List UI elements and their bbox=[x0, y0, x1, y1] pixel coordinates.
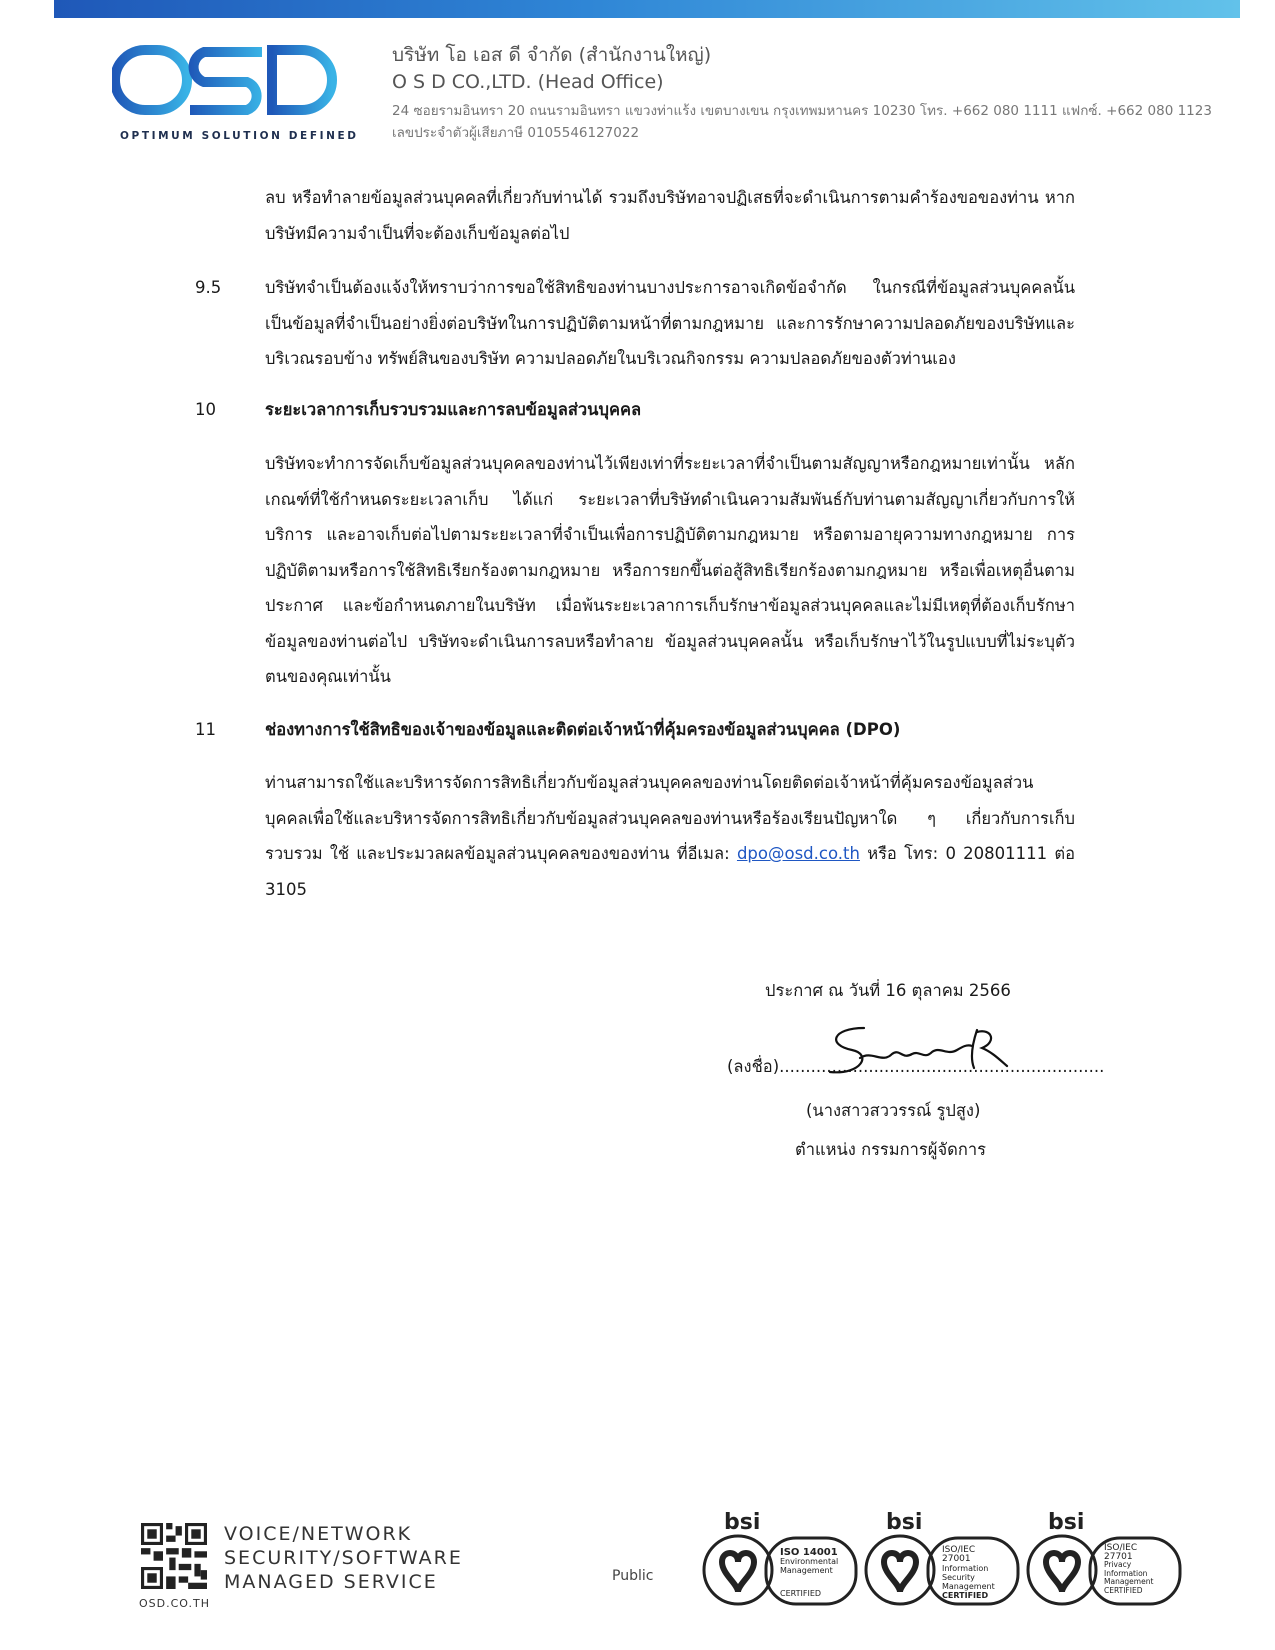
bsi-brand: bsi bbox=[724, 1510, 761, 1535]
footer-service-item: MANAGED SERVICE bbox=[224, 1571, 438, 1593]
paragraph-11 bbox=[265, 765, 1075, 907]
paragraph-intro: ลบ หรือทำลายข้อมูลส่วนบุคคลที่เกี่ยวกับท่านได้ รวมถึงบริษัทอาจปฏิเสธที่จะดำเนินการตามคำร้องขอของท่าน หากบริษัทมีความจำเป็นที่จะต้องเก็บข้อมูลต่อไป bbox=[265, 188, 1075, 243]
footer-services bbox=[224, 1522, 463, 1594]
footer-service-item: VOICE/NETWORK bbox=[224, 1523, 413, 1545]
section-heading-10: ระยะเวลาการเก็บรวบรวมและการลบข้อมูลส่วนบุคคล bbox=[265, 400, 642, 419]
cert-text: ISO 14001 Environmental Management CERTIFIED bbox=[780, 1547, 839, 1598]
handwritten-signature bbox=[812, 1020, 1012, 1082]
paragraph-10: บริษัทจะทำการจัดเก็บข้อมูลส่วนบุคคลของท่านไว้เพียงเท่าที่ระยะเวลาที่จำเป็นตามสัญญาหรือกฎหมายเท่านั้น หลักเกณฑ์ที่ใช้กำหนดระยะเวลาเก็บ ได้แก่ ระยะเวลาที่บริษัทดำเนินความสัมพันธ์กับท่านตามสัญญาเกี่ยวกับการให้บริการ และอาจเก็บต่อไปตามระยะเวลาที่จำเป็นเพื่อการปฏิบัติตามกฎหมาย หรือตามอายุความทางกฎหมาย การปฏิบัติตามหรือการใช้สิทธิเรียกร้องตามกฎหมาย หรือการยกขึ้นต่อสู้สิทธิเรียกร้องตามกฎหมาย หรือเพื่อเหตุอื่นตามประกาศ และข้อกำหนดภายในบริษัท เมื่อพ้นระยะเวลาการเก็บรักษาข้อมูลส่วนบุคคลและไม่มีเหตุที่ต้องเก็บรักษาข้อมูลของท่านต่อไป บริษัทจะดำเนินการลบหรือทำลาย ข้อมูลส่วนบุคคลนั้น หรือเก็บรักษาไว้ในรูปแบบที่ไม่ระบุตัวตนของคุณเท่านั้น bbox=[265, 454, 1075, 686]
section-number-9-5: 9.5 bbox=[195, 278, 222, 297]
signatory-name: (นางสาวสววรรณ์ รูปสูง) bbox=[806, 1101, 981, 1120]
footer-service-item: SECURITY/SOFTWARE bbox=[224, 1547, 463, 1569]
classification-label: Public bbox=[612, 1568, 654, 1584]
logo-tagline: OPTIMUM SOLUTION DEFINED bbox=[120, 130, 359, 142]
dpo-email-link[interactable]: dpo@osd.co.th bbox=[736, 844, 860, 863]
cert-badge-iso27001 bbox=[862, 1512, 1022, 1608]
company-tax-id: เลขประจำตัวผู้เสียภาษี 0105546127022 bbox=[392, 125, 640, 141]
bsi-brand: bsi bbox=[1048, 1510, 1085, 1535]
footer-website: OSD.CO.TH bbox=[139, 1597, 210, 1610]
company-info bbox=[392, 42, 1212, 144]
cert-badge-iso27701 bbox=[1024, 1512, 1184, 1608]
section-number-10: 10 bbox=[195, 400, 216, 419]
company-name-th: บริษัท โอ เอส ดี จำกัด (สำนักงานใหญ่) bbox=[392, 44, 712, 66]
cert-text: ISO/IEC 27001 Information Security Management CERTIFIED bbox=[942, 1545, 995, 1600]
announcement-date: ประกาศ ณ วันที่ 16 ตุลาคม 2566 bbox=[765, 981, 1011, 1000]
cert-badge-iso14001 bbox=[700, 1512, 860, 1608]
section-number-11: 11 bbox=[195, 720, 216, 739]
qr-code-icon bbox=[141, 1523, 207, 1589]
paragraph-9-5: บริษัทจำเป็นต้องแจ้งให้ทราบว่าการขอใช้สิทธิของท่านบางประการอาจเกิดข้อจำกัด ในกรณีที่ข้อมูลส่วนบุคคลนั้นเป็นข้อมูลที่จำเป็นอย่างยิ่งต่อบริษัทในการปฏิบัติตามหน้าที่ตามกฎหมาย และการรักษาความปลอดภัยของบริษัทและบริเวณรอบข้าง ทรัพย์สินของบริษัท ความปลอดภัยในบริเวณกิจกรรม ความปลอดภัยของตัวท่านเอง bbox=[265, 278, 1075, 368]
paragraph-11-phone: หรือ โทร: 0 20801111 ต่อ 3105 bbox=[265, 844, 1076, 899]
header-gradient-bar bbox=[54, 0, 1240, 18]
signature-dots: .............................................................. bbox=[779, 1057, 1105, 1076]
paragraph-11-text: ท่านสามารถใช้และบริหารจัดการสิทธิเกี่ยวกับข้อมูลส่วนบุคคลของท่านโดยติดต่อเจ้าหน้าที่คุ้มครองข้อมูลส่วนบุคคลเพื่อใช้และบริหารจัดการสิทธิเกี่ยวกับข้อมูลส่วนบุคคลของท่านหรือร้องเรียนปัญหาใด ๆ เกี่ยวกับการเก็บรวบรวม ใช้ และประมวลผลข้อมูลส่วนบุคคลของของท่าน ที่อีเมล: bbox=[265, 773, 1075, 863]
company-name-en: O S D CO.,LTD. (Head Office) bbox=[392, 71, 664, 93]
sign-label: (ลงชื่อ) bbox=[727, 1057, 780, 1076]
section-heading-11: ช่องทางการใช้สิทธิของเจ้าของข้อมูลและติดต่อเจ้าหน้าที่คุ้มครองข้อมูลส่วนบุคคล (DPO) bbox=[265, 720, 901, 739]
signatory-position: ตำแหน่ง กรรมการผู้จัดการ bbox=[795, 1140, 986, 1159]
bsi-brand: bsi bbox=[886, 1510, 923, 1535]
company-address: 24 ซอยรามอินทรา 20 ถนนรามอินทรา แขวงท่าแร้ง เขตบางเขน กรุงเทพมหานคร 10230 โทร. +662 080 1111 แฟกซ์. +662 080 1123 bbox=[392, 103, 1212, 119]
cert-text: ISO/IEC 27701 Privacy Information Management CERTIFIED bbox=[1104, 1543, 1154, 1595]
